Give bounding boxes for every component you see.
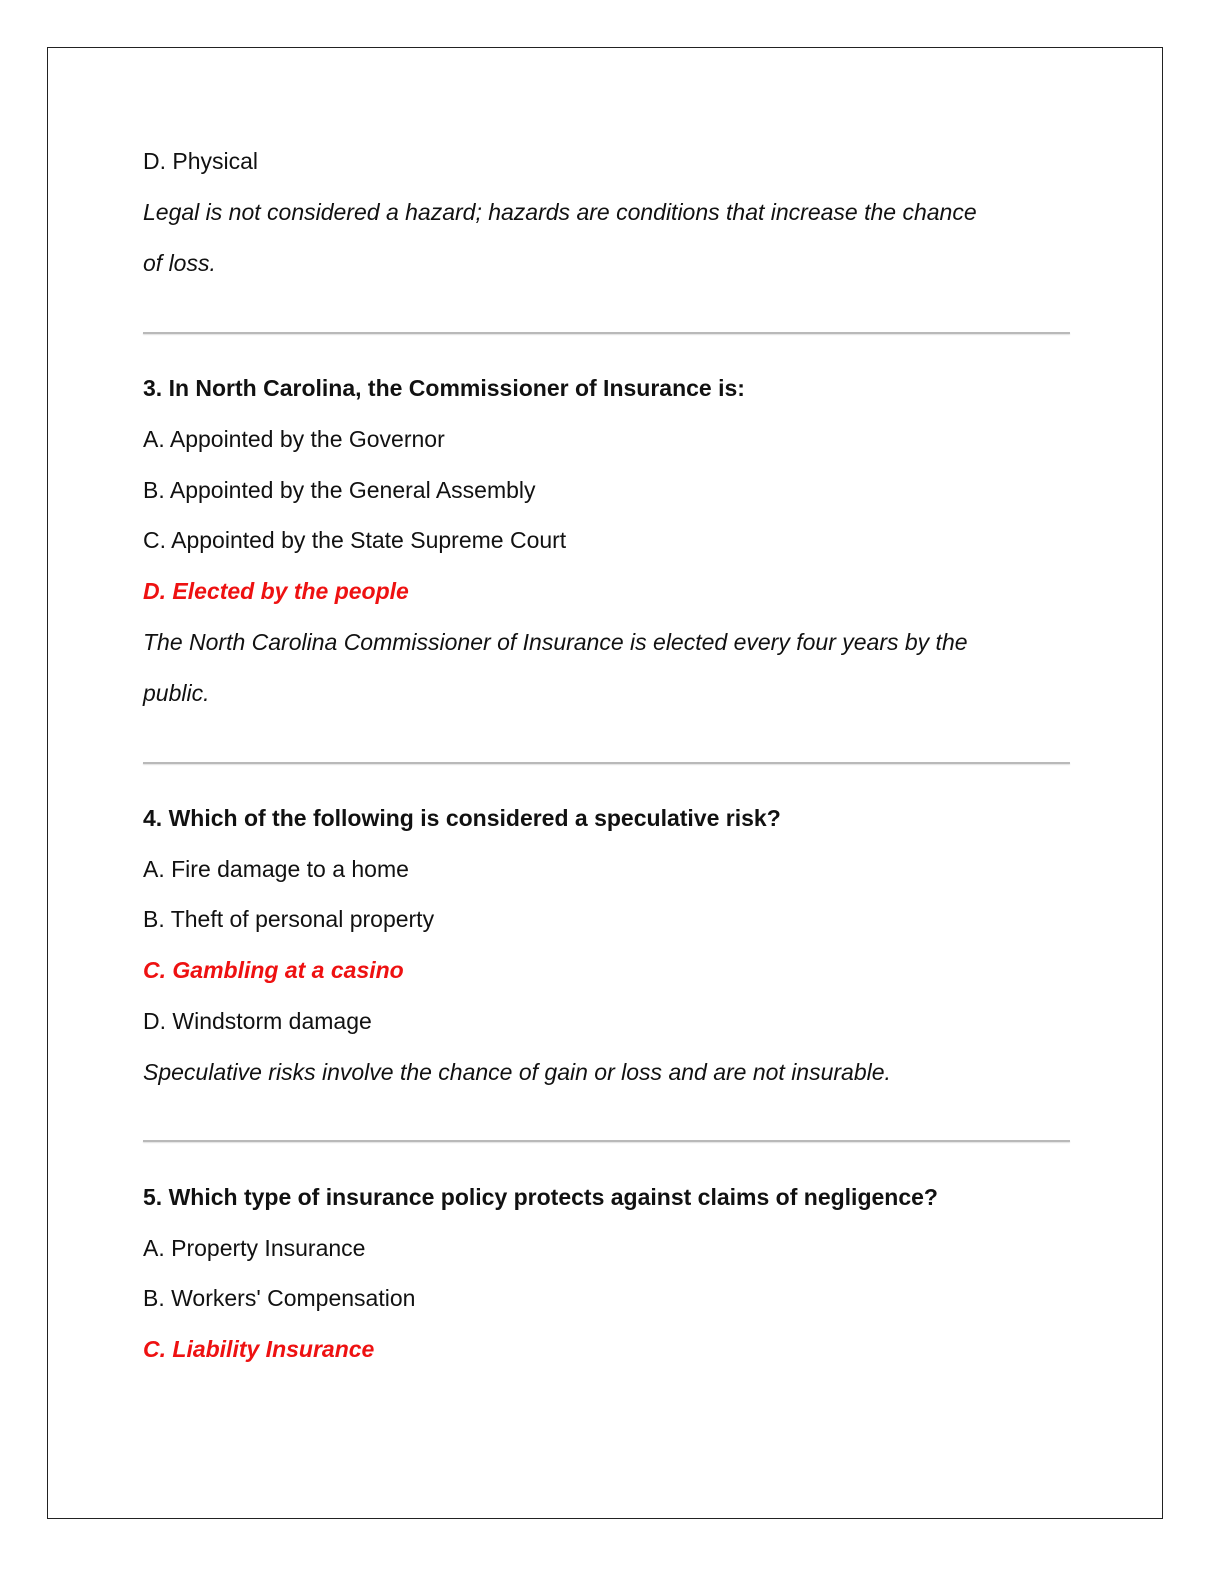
q5-option-c-correct: C. Liability Insurance xyxy=(143,1336,375,1362)
q2-explanation-line2: of loss. xyxy=(143,250,216,276)
q4-option-a: A. Fire damage to a home xyxy=(143,856,409,882)
q2-explanation-line1: Legal is not considered a hazard; hazards are conditions that increase the chance xyxy=(143,199,977,225)
q3-option-d-correct: D. Elected by the people xyxy=(143,578,409,604)
q4-option-b: B. Theft of personal property xyxy=(143,906,435,932)
section-divider xyxy=(143,1140,1070,1142)
q3-option-c: C. Appointed by the State Supreme Court xyxy=(143,527,567,553)
q3-explanation-line1: The North Carolina Commissioner of Insurance is elected every four years by the xyxy=(143,629,968,655)
q5-option-a: A. Property Insurance xyxy=(143,1235,366,1261)
q4-explanation: Speculative risks involve the chance of gain or loss and are not insurable. xyxy=(143,1059,891,1085)
q4-option-c-correct: C. Gambling at a casino xyxy=(143,957,404,983)
q3-explanation-line2: public. xyxy=(143,680,210,706)
q3-option-a: A. Appointed by the Governor xyxy=(143,426,445,452)
q4-option-d: D. Windstorm damage xyxy=(143,1008,372,1034)
q4-question: 4. Which of the following is considered a speculative risk? xyxy=(143,805,781,831)
q5-option-b: B. Workers' Compensation xyxy=(143,1285,416,1311)
section-divider xyxy=(143,332,1070,334)
section-divider xyxy=(143,762,1070,764)
q3-question: 3. In North Carolina, the Commissioner of Insurance is: xyxy=(143,375,745,401)
q2-option-d: D. Physical xyxy=(143,148,259,174)
q3-option-b: B. Appointed by the General Assembly xyxy=(143,477,536,503)
q5-question: 5. Which type of insurance policy protects against claims of negligence? xyxy=(143,1184,938,1210)
